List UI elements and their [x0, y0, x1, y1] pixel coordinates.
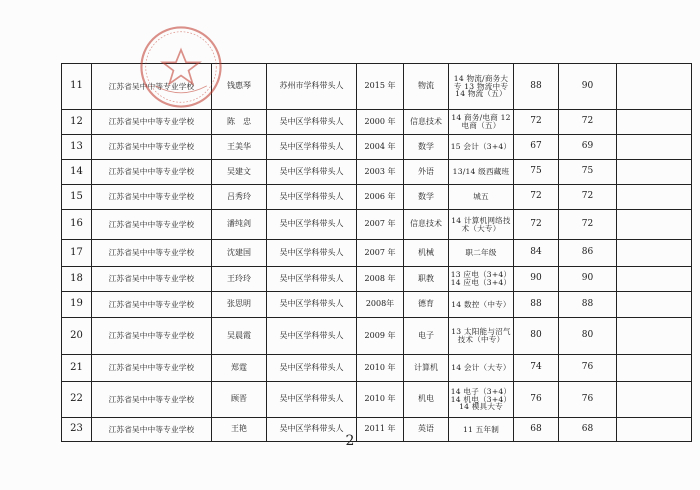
- subject: 物流: [404, 64, 449, 110]
- remark-cell: [617, 355, 692, 382]
- row-number: 17: [62, 240, 92, 267]
- subject: 英语: [404, 418, 449, 442]
- school-name: 江苏省吴中中等专业学校: [92, 292, 212, 318]
- table-row: [62, 355, 692, 382]
- classes-taught: 职二年级: [449, 240, 514, 267]
- table-row: [62, 292, 692, 318]
- classes-taught: 14 会计（大专）: [449, 355, 514, 382]
- score-1: 72: [514, 185, 559, 210]
- teacher-table: [61, 63, 692, 442]
- score-1: 72: [514, 210, 559, 240]
- subject: 电子: [404, 318, 449, 355]
- remark-cell: [617, 267, 692, 292]
- school-name: 江苏省吴中中等专业学校: [92, 355, 212, 382]
- score-1: 67: [514, 135, 559, 160]
- classes-taught: 14 电子（3+4） 14 机电（3+4） 14 模具大专: [449, 382, 514, 418]
- school-name: 江苏省吴中中等专业学校: [92, 382, 212, 418]
- teacher-name: 陈 忠: [212, 110, 267, 135]
- score-1: 76: [514, 382, 559, 418]
- score-1: 90: [514, 267, 559, 292]
- table-row: [62, 110, 692, 135]
- school-name: 江苏省吴中中等专业学校: [92, 318, 212, 355]
- remark-cell: [617, 64, 692, 110]
- row-number: 11: [62, 64, 92, 110]
- school-name: 江苏省吴中中等专业学校: [92, 160, 212, 185]
- honor-title: 吴中区学科带头人: [267, 135, 357, 160]
- award-year: 2007 年: [357, 210, 404, 240]
- subject: 计算机: [404, 355, 449, 382]
- honor-title: 吴中区学科带头人: [267, 240, 357, 267]
- school-name: 江苏省吴中中等专业学校: [92, 267, 212, 292]
- classes-taught: 城五: [449, 185, 514, 210]
- remark-cell: [617, 135, 692, 160]
- score-1: 74: [514, 355, 559, 382]
- award-year: 2003 年: [357, 160, 404, 185]
- subject: 数学: [404, 185, 449, 210]
- row-number: 18: [62, 267, 92, 292]
- award-year: 2015 年: [357, 64, 404, 110]
- classes-taught: 13 应电（3+4） 14 应电（3+4）: [449, 267, 514, 292]
- score-2: 68: [559, 418, 617, 442]
- score-1: 68: [514, 418, 559, 442]
- school-name: 江苏省吴中中等专业学校: [92, 135, 212, 160]
- score-1: 75: [514, 160, 559, 185]
- score-2: 76: [559, 355, 617, 382]
- honor-title: 吴中区学科带头人: [267, 318, 357, 355]
- classes-taught: 15 会计（3+4）: [449, 135, 514, 160]
- table-row: [62, 160, 692, 185]
- honor-title: 吴中区学科带头人: [267, 355, 357, 382]
- award-year: 2011 年: [357, 418, 404, 442]
- classes-taught: 11 五年制: [449, 418, 514, 442]
- classes-taught: 14 商务/电商 12 电商（五）: [449, 110, 514, 135]
- table-row: [62, 382, 692, 418]
- honor-title: 吴中区学科带头人: [267, 418, 357, 442]
- score-1: 80: [514, 318, 559, 355]
- page-number: 2: [345, 433, 355, 449]
- row-number: 16: [62, 210, 92, 240]
- score-1: 72: [514, 110, 559, 135]
- score-1: 88: [514, 64, 559, 110]
- table-row: [62, 418, 692, 442]
- school-name: 江苏省吴中中等专业学校: [92, 110, 212, 135]
- school-name: 江苏省吴中中等专业学校: [92, 64, 212, 110]
- honor-title: 苏州市学科带头人: [267, 64, 357, 110]
- subject: 德育: [404, 292, 449, 318]
- table-row: [62, 64, 692, 110]
- remark-cell: [617, 292, 692, 318]
- score-1: 88: [514, 292, 559, 318]
- subject: 外语: [404, 160, 449, 185]
- subject: 数学: [404, 135, 449, 160]
- row-number: 22: [62, 382, 92, 418]
- award-year: 2007 年: [357, 240, 404, 267]
- score-2: 72: [559, 210, 617, 240]
- score-2: 90: [559, 267, 617, 292]
- table-row: [62, 185, 692, 210]
- classes-taught: 13 太阳能与沼气技术（中专）: [449, 318, 514, 355]
- remark-cell: [617, 418, 692, 442]
- row-number: 19: [62, 292, 92, 318]
- remark-cell: [617, 185, 692, 210]
- row-number: 20: [62, 318, 92, 355]
- classes-taught: 14 计算机网络技术（大专）: [449, 210, 514, 240]
- subject: 职教: [404, 267, 449, 292]
- award-year: 2008年: [357, 292, 404, 318]
- remark-cell: [617, 318, 692, 355]
- award-year: 2010 年: [357, 355, 404, 382]
- teacher-name: 郑霆: [212, 355, 267, 382]
- teacher-name: 潘纯剑: [212, 210, 267, 240]
- table-row: [62, 135, 692, 160]
- teacher-table-body: [62, 64, 692, 442]
- teacher-name: 钱惠琴: [212, 64, 267, 110]
- remark-cell: [617, 110, 692, 135]
- subject: 机械: [404, 240, 449, 267]
- table-row: [62, 267, 692, 292]
- award-year: 2010 年: [357, 382, 404, 418]
- row-number: 13: [62, 135, 92, 160]
- score-2: 88: [559, 292, 617, 318]
- classes-taught: 13/14 级西藏班: [449, 160, 514, 185]
- teacher-name: 顾晋: [212, 382, 267, 418]
- honor-title: 吴中区学科带头人: [267, 292, 357, 318]
- teacher-name: 王美华: [212, 135, 267, 160]
- remark-cell: [617, 382, 692, 418]
- row-number: 21: [62, 355, 92, 382]
- honor-title: 吴中区学科带头人: [267, 210, 357, 240]
- table-row: [62, 318, 692, 355]
- remark-cell: [617, 210, 692, 240]
- remark-cell: [617, 160, 692, 185]
- subject: 信息技术: [404, 210, 449, 240]
- row-number: 14: [62, 160, 92, 185]
- score-2: 72: [559, 110, 617, 135]
- honor-title: 吴中区学科带头人: [267, 160, 357, 185]
- subject: 信息技术: [404, 110, 449, 135]
- school-name: 江苏省吴中中等专业学校: [92, 210, 212, 240]
- honor-title: 吴中区学科带头人: [267, 110, 357, 135]
- honor-title: 吴中区学科带头人: [267, 267, 357, 292]
- table-row: [62, 210, 692, 240]
- score-1: 84: [514, 240, 559, 267]
- classes-taught: 14 物流/商务大专 13 物流中专 14 物流（五）: [449, 64, 514, 110]
- teacher-name: 王艳: [212, 418, 267, 442]
- subject: 机电: [404, 382, 449, 418]
- row-number: 15: [62, 185, 92, 210]
- row-number: 12: [62, 110, 92, 135]
- teacher-name: 王玲玲: [212, 267, 267, 292]
- award-year: 2000 年: [357, 110, 404, 135]
- honor-title: 吴中区学科带头人: [267, 382, 357, 418]
- score-2: 76: [559, 382, 617, 418]
- score-2: 69: [559, 135, 617, 160]
- honor-title: 吴中区学科带头人: [267, 185, 357, 210]
- teacher-name: 吴晨霞: [212, 318, 267, 355]
- award-year: 2008 年: [357, 267, 404, 292]
- score-2: 72: [559, 185, 617, 210]
- award-year: 2009 年: [357, 318, 404, 355]
- score-2: 86: [559, 240, 617, 267]
- score-2: 75: [559, 160, 617, 185]
- table-row: [62, 240, 692, 267]
- remark-cell: [617, 240, 692, 267]
- teacher-name: 吴建文: [212, 160, 267, 185]
- school-name: 江苏省吴中中等专业学校: [92, 418, 212, 442]
- school-name: 江苏省吴中中等专业学校: [92, 240, 212, 267]
- row-number: 23: [62, 418, 92, 442]
- award-year: 2004 年: [357, 135, 404, 160]
- classes-taught: 14 数控（中专）: [449, 292, 514, 318]
- teacher-name: 吕秀玲: [212, 185, 267, 210]
- school-name: 江苏省吴中中等专业学校: [92, 185, 212, 210]
- teacher-name: 沈建国: [212, 240, 267, 267]
- teacher-name: 张思明: [212, 292, 267, 318]
- score-2: 80: [559, 318, 617, 355]
- score-2: 90: [559, 64, 617, 110]
- award-year: 2006 年: [357, 185, 404, 210]
